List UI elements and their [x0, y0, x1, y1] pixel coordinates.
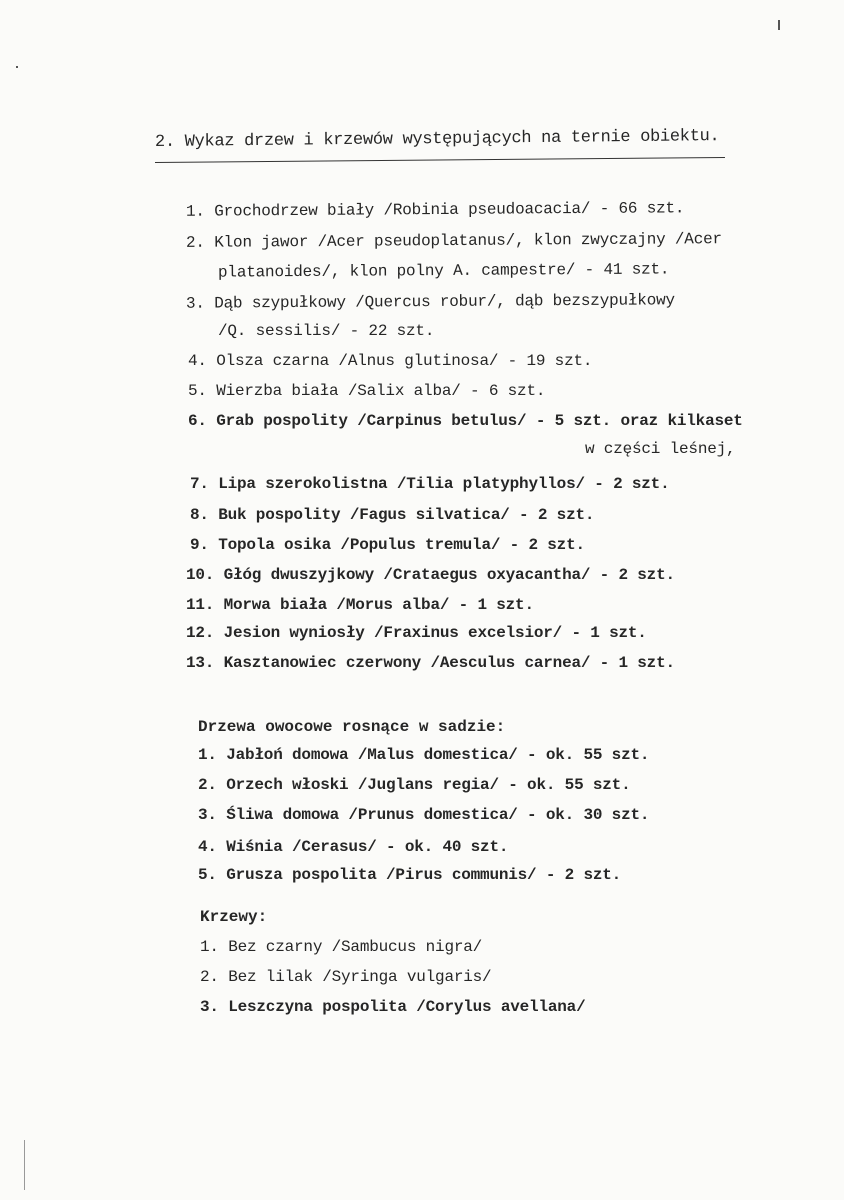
shrub-item-2: 2. Bez lilak /Syringa vulgaris/ [200, 968, 492, 986]
fruit-trees-heading: Drzewa owocowe rosnące w sadzie: [198, 718, 506, 736]
shrubs-heading: Krzewy: [200, 908, 268, 926]
scan-edge-mark [16, 66, 18, 68]
fruit-item-4: 4. Wiśnia /Cerasus/ - ok. 40 szt. [198, 838, 509, 856]
shrub-item-3: 3. Leszczyna pospolita /Corylus avellana/ [200, 998, 586, 1016]
tree-item-12: 12. Jesion wyniosły /Fraxinus excelsior/ - 1 szt. [186, 624, 647, 642]
scan-edge-mark [24, 1140, 25, 1190]
tree-item-8: 8. Buk pospolity /Fagus silvatica/ - 2 szt. [190, 506, 595, 524]
fruit-item-1: 1. Jabłoń domowa /Malus domestica/ - ok. 55 szt. [198, 746, 650, 764]
tree-item-3-cont: /Q. sessilis/ - 22 szt. [218, 322, 435, 340]
fruit-item-3: 3. Śliwa domowa /Prunus domestica/ - ok. 30 szt. [198, 806, 650, 824]
tree-item-10: 10. Głóg dwuszyjkowy /Crataegus oxyacantha/ - 2 szt. [186, 566, 675, 584]
fruit-item-2: 2. Orzech włoski /Juglans regia/ - ok. 55 szt. [198, 776, 631, 794]
tree-item-1: 1. Grochodrzew biały /Robinia pseudoacacia/ - 66 szt. [185, 199, 685, 221]
tree-item-13: 13. Kasztanowiec czerwony /Aesculus carnea/ - 1 szt. [186, 654, 675, 672]
tree-item-2-cont: platanoides/, klon polny A. campestre/ - 41 szt. [217, 260, 670, 282]
tree-item-7: 7. Lipa szerokolistna /Tilia platyphyllos/ - 2 szt. [190, 475, 670, 493]
tree-item-6: 6. Grab pospolity /Carpinus betulus/ - 5 szt. oraz kilkaset [188, 412, 743, 430]
tree-item-3: 3. Dąb szypułkowy /Quercus robur/, dąb bezszypułkowy [185, 291, 675, 313]
shrub-item-1: 1. Bez czarny /Sambucus nigra/ [200, 938, 483, 956]
tree-item-4: 4. Olsza czarna /Alnus glutinosa/ - 19 szt. [188, 352, 593, 370]
heading-underline [155, 157, 725, 163]
tree-item-11: 11. Morwa biała /Morus alba/ - 1 szt. [186, 596, 534, 614]
tree-item-5: 5. Wierzba biała /Salix alba/ - 6 szt. [188, 382, 546, 400]
fruit-item-5: 5. Grusza pospolita /Pirus communis/ - 2 szt. [198, 866, 622, 884]
tree-item-2: 2. Klon jawor /Acer pseudoplatanus/, klon zwyczajny /Acer [185, 230, 722, 252]
scan-edge-mark [778, 20, 780, 30]
tree-item-9: 9. Topola osika /Populus tremula/ - 2 szt. [190, 536, 585, 554]
tree-item-6-cont: w części leśnej, [585, 440, 736, 458]
document-heading: 2. Wykaz drzew i krzewów występujących na ternie obiektu. [154, 127, 720, 152]
